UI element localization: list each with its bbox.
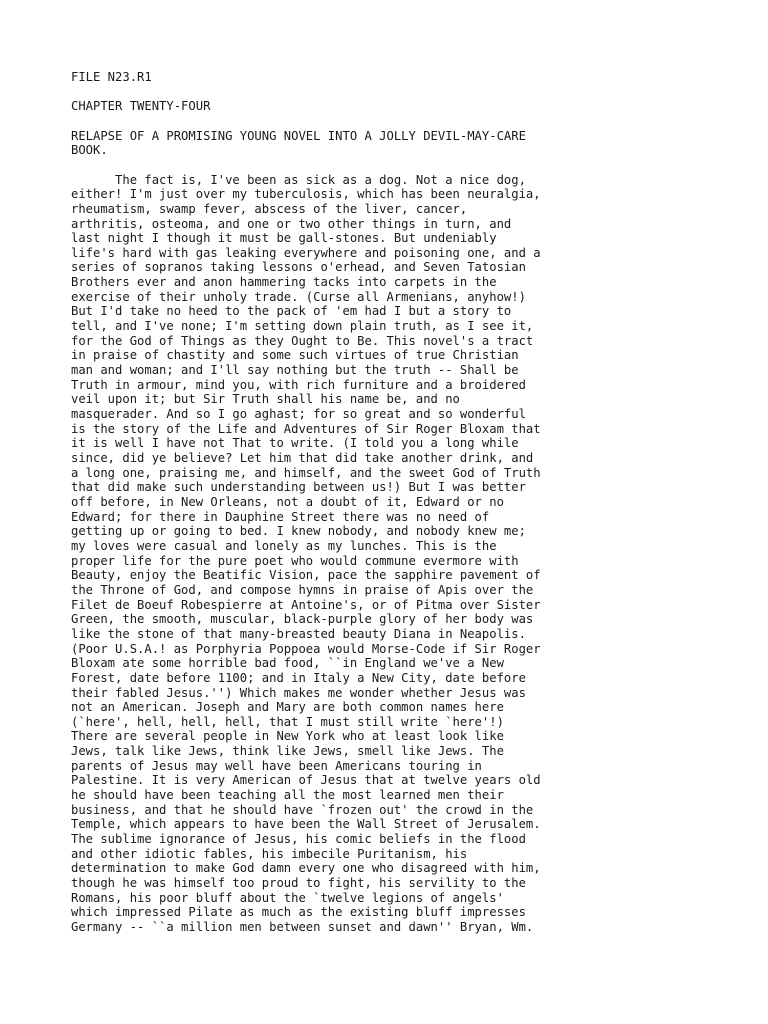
body-line: Beauty, enjoy the Beatific Vision, pace the sapphire pavement of — [71, 568, 541, 583]
body-line: like the stone of that many-breasted beauty Diana in Neapolis. — [71, 626, 526, 641]
body-line: Filet de Boeuf Robespierre at Antoine's, or of Pitma over Sister — [71, 597, 541, 612]
blank-line — [71, 85, 571, 100]
body-line: determination to make God damn every one who disagreed with him, — [71, 861, 541, 876]
body-line: Palestine. It is very American of Jesus that at twelve years old — [71, 773, 541, 788]
body-line: off before, in New Orleans, not a doubt of it, Edward or no — [71, 494, 504, 509]
body-line: their fabled Jesus.'') Which makes me wonder whether Jesus was — [71, 685, 526, 700]
body-line: The sublime ignorance of Jesus, his comic beliefs in the flood — [71, 832, 526, 847]
body-line: since, did ye believe? Let him that did take another drink, and — [71, 451, 534, 466]
body-line: tell, and I've none; I'm setting down plain truth, as I see it, — [71, 319, 534, 334]
body-line: Romans, his poor bluff about the `twelve legions of angels' — [71, 890, 504, 905]
body-line: a long one, praising me, and himself, and the sweet God of Truth — [71, 465, 541, 480]
chapter-title: CHAPTER TWENTY-FOUR — [71, 99, 211, 114]
body-line: veil upon it; but Sir Truth shall his name be, and no — [71, 392, 460, 407]
body-line: exercise of their unholy trade. (Curse all Armenians, anyhow!) — [71, 289, 526, 304]
body-text — [71, 173, 571, 935]
body-line: Truth in armour, mind you, with rich furniture and a broidered — [71, 377, 526, 392]
blank-line — [71, 158, 571, 173]
body-line: The fact is, I've been as sick as a dog. Not a nice dog, — [71, 172, 526, 187]
body-line: proper life for the pure poet who would commune evermore with — [71, 553, 519, 568]
body-line: But I'd take no heed to the pack of 'em had I but a story to — [71, 304, 512, 319]
heading-line: RELAPSE OF A PROMISING YOUNG NOVEL INTO A JOLLY DEVIL-MAY-CARE — [71, 128, 526, 143]
body-line: Green, the smooth, muscular, black-purple glory of her body was — [71, 612, 534, 627]
body-line: the Throne of God, and compose hymns in praise of Apis over the — [71, 582, 534, 597]
body-line: Bloxam ate some horrible bad food, ``in England we've a New — [71, 656, 504, 671]
body-line: (Poor U.S.A.! as Porphyria Poppoea would Morse-Code if Sir Roger — [71, 641, 541, 656]
body-line: is the story of the Life and Adventures of Sir Roger Bloxam that — [71, 421, 541, 436]
body-line: Edward; for there in Dauphine Street there was no need of — [71, 509, 490, 524]
body-line: parents of Jesus may well have been Americans touring in — [71, 758, 482, 773]
body-line: for the God of Things as they Ought to Be. This novel's a tract — [71, 333, 534, 348]
body-line: he should have been teaching all the most learned men their — [71, 788, 504, 803]
body-line: man and woman; and I'll say nothing but the truth -- Shall be — [71, 363, 519, 378]
body-line: rheumatism, swamp fever, abscess of the liver, cancer, — [71, 201, 468, 216]
body-line: not an American. Joseph and Mary are both common names here — [71, 700, 504, 715]
body-line: (`here', hell, hell, hell, that I must still write `here'!) — [71, 714, 504, 729]
body-line: in praise of chastity and some such virtues of true Christian — [71, 348, 519, 363]
body-line: Forest, date before 1100; and in Italy a New City, date before — [71, 670, 526, 685]
body-line: Brothers ever and anon hammering tacks into carpets in the — [71, 275, 497, 290]
body-line: that did make such understanding between us!) But I was better — [71, 480, 526, 495]
body-line: either! I'm just over my tuberculosis, which has been neuralgia, — [71, 187, 541, 202]
body-line: Temple, which appears to have been the Wall Street of Jerusalem. — [71, 817, 541, 832]
document-page — [71, 70, 571, 935]
body-line: arthritis, osteoma, and one or two other things in turn, and — [71, 216, 512, 231]
body-line: There are several people in New York who at least look like — [71, 729, 504, 744]
body-line: last night I though it must be gall-stones. But undeniably — [71, 231, 497, 246]
body-line: business, and that he should have `frozen out' the crowd in the — [71, 802, 534, 817]
body-line: it is well I have not That to write. (I told you a long while — [71, 436, 519, 451]
body-line: masquerader. And so I go aghast; for so great and so wonderful — [71, 407, 526, 422]
body-line: Jews, talk like Jews, think like Jews, smell like Jews. The — [71, 744, 504, 759]
file-id: FILE N23.R1 — [71, 70, 152, 84]
body-line: which impressed Pilate as much as the existing bluff impresses — [71, 905, 526, 920]
heading-line: BOOK. — [71, 143, 108, 158]
body-line: though he was himself too proud to fight, his servility to the — [71, 876, 526, 891]
body-line: series of sopranos taking lessons o'erhead, and Seven Tatosian — [71, 260, 526, 275]
blank-line — [71, 114, 571, 129]
body-line: life's hard with gas leaking everywhere and poisoning one, and a — [71, 245, 541, 260]
body-line: Germany -- ``a million men between sunset and dawn'' Bryan, Wm. — [71, 920, 534, 935]
body-line: my loves were casual and lonely as my lunches. This is the — [71, 538, 497, 553]
chapter-heading — [71, 129, 571, 158]
body-line: and other idiotic fables, his imbecile Puritanism, his — [71, 846, 468, 861]
body-line: getting up or going to bed. I knew nobody, and nobody knew me; — [71, 524, 526, 539]
